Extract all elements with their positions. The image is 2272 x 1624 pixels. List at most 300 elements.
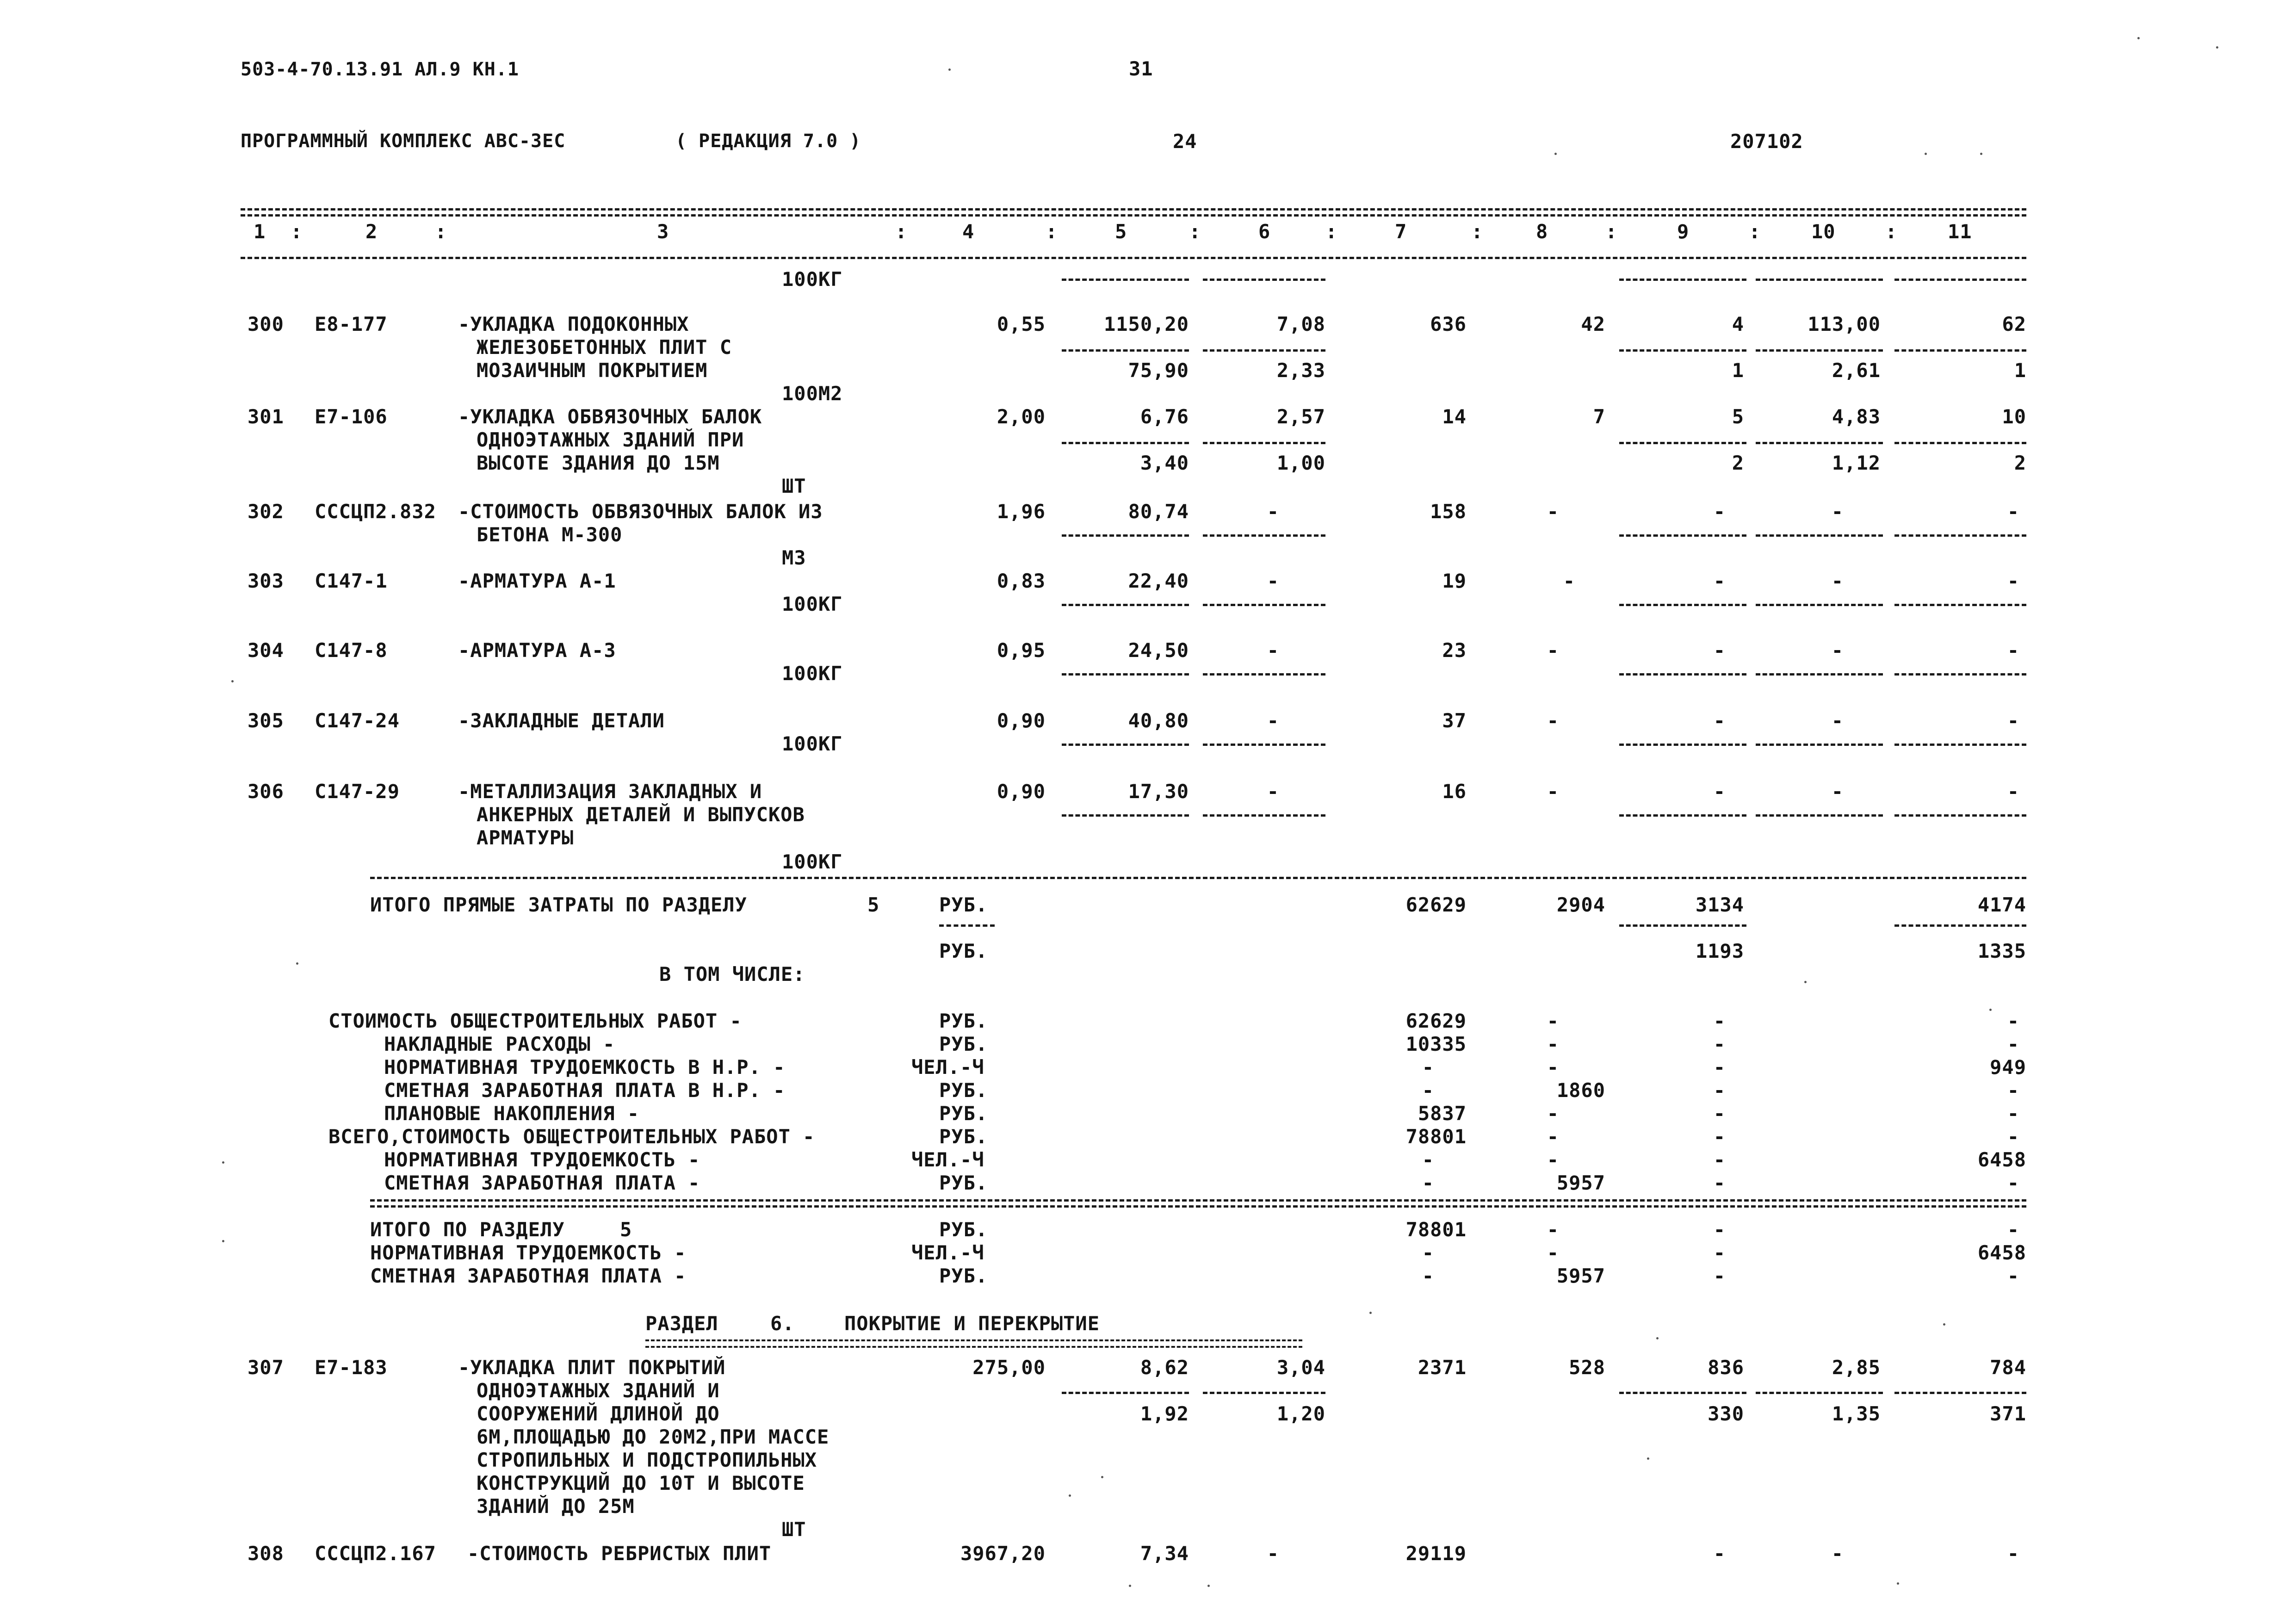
cell-rule — [1894, 1392, 2026, 1394]
row-description: -УКЛАДКА ОБВЯЗОЧНЫХ БАЛОК — [458, 405, 762, 428]
scan-speck — [1129, 1585, 1131, 1587]
cell-col6: - — [1267, 709, 1279, 732]
cell-col9: - — [1713, 709, 1726, 732]
cell-rule — [1203, 349, 1325, 352]
cell-col6-b: 1,20 — [1276, 1402, 1325, 1425]
breakdown-col11: - — [2007, 1033, 2019, 1055]
cell-col6: - — [1267, 780, 1279, 803]
total-unit: РУБ. — [939, 893, 988, 916]
cell-col9: - — [1713, 780, 1726, 803]
cell-col10: - — [1831, 709, 1844, 732]
col-header-sep: : — [1471, 220, 1484, 243]
cell-rule — [1062, 442, 1189, 444]
col-header-sep: : — [1189, 220, 1201, 243]
row-number: 306 — [248, 780, 284, 803]
summary-col9: - — [1713, 1218, 1726, 1241]
summary-col9: - — [1713, 1264, 1726, 1287]
total-col8: 2904 — [1556, 893, 1605, 916]
row-number: 304 — [248, 639, 284, 662]
cell-col9: 5 — [1732, 405, 1744, 428]
cell-rule — [1756, 534, 1883, 537]
cell-rule — [1619, 673, 1746, 676]
row-code: С147-1 — [315, 570, 388, 592]
row-description: АРМАТУРЫ — [477, 826, 574, 849]
breakdown-col7: - — [1422, 1079, 1434, 1102]
row-unit: 100КГ — [782, 732, 843, 755]
breakdown-col9: - — [1713, 1079, 1726, 1102]
cell-col11-b: 371 — [1990, 1402, 2026, 1425]
cell-col11-b: 2 — [2014, 452, 2026, 474]
cell-rule — [1894, 673, 2026, 676]
total-col11: 4174 — [1977, 893, 2026, 916]
summary-label: СМЕТНАЯ ЗАРАБОТНАЯ ПЛАТА - — [370, 1264, 687, 1287]
cell-col6: 2,57 — [1276, 405, 1325, 428]
col-header-sep: : — [1749, 220, 1761, 243]
cell-col9: 836 — [1708, 1356, 1744, 1379]
cell-rule — [939, 924, 995, 927]
cell-col7: 37 — [1442, 709, 1467, 732]
row-code: СССЦП2.832 — [315, 500, 436, 523]
table-top-rule-double — [241, 214, 2026, 217]
cell-rule — [1062, 1392, 1189, 1394]
cell-rule — [1619, 349, 1746, 352]
row-unit: 100КГ — [782, 593, 843, 615]
cell-col10-b: 1,35 — [1832, 1402, 1881, 1425]
row-code: Е7-106 — [315, 405, 388, 428]
col-header-sep: : — [1325, 220, 1338, 243]
col-header-1: 1 — [254, 220, 266, 243]
row-description: СООРУЖЕНИЙ ДЛИНОЙ ДО — [477, 1402, 720, 1425]
cell-rule — [1062, 673, 1189, 676]
total-rule — [370, 877, 2026, 879]
cell-rule — [1894, 924, 2026, 927]
cell-col11: 62 — [2002, 313, 2026, 335]
scan-speck — [1989, 1009, 1992, 1011]
cell-col5-b: 1,92 — [1140, 1402, 1189, 1425]
breakdown-label: НОРМАТИВНАЯ ТРУДОЕМКОСТЬ - — [384, 1148, 700, 1171]
row-description: ОДНОЭТАЖНЫХ ЗДАНИЙ И — [477, 1379, 720, 1402]
cell-col7: 23 — [1442, 639, 1467, 662]
scan-speck — [1369, 1312, 1372, 1314]
program-name: ПРОГРАММНЫЙ КОМПЛЕКС АВС-3ЕС — [241, 130, 566, 152]
cell-col8: 528 — [1569, 1356, 1605, 1379]
cell-col5: 40,80 — [1128, 709, 1189, 732]
scan-speck — [1647, 1457, 1649, 1460]
cell-rule — [1756, 1392, 1883, 1394]
breakdown-col8: - — [1547, 1125, 1559, 1148]
row-number: 305 — [248, 709, 284, 732]
cell-col10: 113,00 — [1808, 313, 1881, 335]
cell-col4: 1,96 — [997, 500, 1046, 523]
cell-rule — [1894, 814, 2026, 817]
cell-col5: 24,50 — [1128, 639, 1189, 662]
cell-col11: - — [2007, 780, 2019, 803]
breakdown-col11: 949 — [1990, 1056, 2026, 1079]
cell-col4: 0,90 — [997, 780, 1046, 803]
row-description: БЕТОНА М-300 — [477, 523, 623, 546]
cell-rule — [1756, 604, 1883, 606]
row-unit: М3 — [782, 546, 806, 569]
row-number: 301 — [248, 405, 284, 428]
cell-col6: - — [1267, 500, 1279, 523]
breakdown-col8: - — [1547, 1033, 1559, 1055]
breakdown-col11: - — [2007, 1102, 2019, 1125]
cell-rule — [1619, 924, 1746, 927]
breakdown-label: СТОИМОСТЬ ОБЩЕСТРОИТЕЛЬНЫХ РАБОТ - — [328, 1010, 742, 1032]
date-code: 207102 — [1730, 130, 1803, 153]
cell-col4: 2,00 — [997, 405, 1046, 428]
row-description: АНКЕРНЫХ ДЕТАЛЕЙ И ВЫПУСКОВ — [477, 803, 805, 826]
breakdown-col8: - — [1547, 1010, 1559, 1032]
col-header-5: 5 — [1115, 220, 1127, 243]
summary-col11: - — [2007, 1264, 2019, 1287]
total-section-number: 5 — [867, 893, 880, 916]
cell-col9-b: 1 — [1732, 359, 1744, 382]
cell-col10: 4,83 — [1832, 405, 1881, 428]
breakdown-unit: РУБ. — [939, 1010, 988, 1032]
row-description: СТРОПИЛЬНЫХ И ПОДСТРОПИЛЬНЫХ — [477, 1449, 817, 1471]
row-number: 308 — [248, 1542, 284, 1565]
cell-col5: 22,40 — [1128, 570, 1189, 592]
cell-col7: 19 — [1442, 570, 1467, 592]
row-description: -СТОИМОСТЬ РЕБРИСТЫХ ПЛИТ — [467, 1542, 772, 1565]
row-number: 302 — [248, 500, 284, 523]
breakdown-unit: ЧЕЛ.-Ч — [911, 1148, 984, 1171]
breakdown-col7: 5837 — [1418, 1102, 1467, 1125]
row-number: 300 — [248, 313, 284, 335]
col-header-3: 3 — [657, 220, 669, 243]
document-code: 503-4-70.13.91 АЛ.9 КН.1 — [241, 59, 519, 80]
breakdown-unit: ЧЕЛ.-Ч — [911, 1056, 984, 1079]
scan-speck — [2137, 37, 2140, 39]
cell-col10: 2,85 — [1832, 1356, 1881, 1379]
breakdown-unit: РУБ. — [939, 1172, 988, 1194]
breakdown-unit: РУБ. — [939, 1033, 988, 1055]
col-header-4: 4 — [962, 220, 975, 243]
cell-col8: - — [1547, 780, 1559, 803]
total-col11-b: 1335 — [1977, 940, 2026, 962]
cell-col6: 7,08 — [1276, 313, 1325, 335]
cell-col9-b: 2 — [1732, 452, 1744, 474]
row-code: С147-8 — [315, 639, 388, 662]
row-description: МОЗАИЧНЫМ ПОКРЫТИЕМ — [477, 359, 708, 382]
section-title-underline — [645, 1339, 1302, 1348]
breakdown-col11: - — [2007, 1125, 2019, 1148]
cell-col7: 636 — [1430, 313, 1467, 335]
breakdown-label: СМЕТНАЯ ЗАРАБОТНАЯ ПЛАТА В Н.Р. - — [384, 1079, 786, 1102]
breakdown-col8: - — [1547, 1056, 1559, 1079]
breakdown-col11: - — [2007, 1010, 2019, 1032]
cell-rule — [1203, 279, 1325, 281]
cell-col10: - — [1831, 639, 1844, 662]
program-edition: ( РЕДАКЦИЯ 7.0 ) — [675, 130, 861, 152]
cell-col9: - — [1713, 500, 1726, 523]
row-unit: ШТ — [782, 475, 806, 497]
breakdown-label: ВСЕГО,СТОИМОСТЬ ОБЩЕСТРОИТЕЛЬНЫХ РАБОТ - — [328, 1125, 815, 1148]
cell-rule — [1203, 673, 1325, 676]
cell-col10: - — [1831, 570, 1844, 592]
row-description: ЗДАНИЙ ДО 25М — [477, 1495, 635, 1518]
cell-col4: 0,83 — [997, 570, 1046, 592]
cell-col6: - — [1267, 570, 1279, 592]
row-code: СССЦП2.167 — [315, 1542, 436, 1565]
cell-rule — [1619, 604, 1746, 606]
cell-rule — [1203, 604, 1325, 606]
cell-rule — [1062, 814, 1189, 817]
cell-col10: - — [1831, 1542, 1844, 1565]
cell-rule — [1203, 442, 1325, 444]
cell-rule — [1203, 1392, 1325, 1394]
table-top-rule — [241, 208, 2026, 211]
scan-speck — [222, 1240, 224, 1242]
cell-col4: 275,00 — [972, 1356, 1046, 1379]
breakdown-label: НОРМАТИВНАЯ ТРУДОЕМКОСТЬ В Н.Р. - — [384, 1056, 786, 1079]
row-description: ВЫСОТЕ ЗДАНИЯ ДО 15М — [477, 452, 720, 474]
cell-col10: - — [1831, 780, 1844, 803]
breakdown-col11: - — [2007, 1172, 2019, 1194]
breakdown-col8: - — [1547, 1102, 1559, 1125]
cell-rule — [1619, 814, 1746, 817]
summary-unit: РУБ. — [939, 1218, 988, 1241]
cell-rule — [1203, 534, 1325, 537]
cell-col10: - — [1831, 500, 1844, 523]
scan-speck — [1069, 1494, 1071, 1497]
row-description: ЖЕЛЕЗОБЕТОННЫХ ПЛИТ С — [477, 336, 732, 359]
cell-col7: 14 — [1442, 405, 1467, 428]
breakdown-col8: - — [1547, 1148, 1559, 1171]
cell-col6: - — [1267, 1542, 1279, 1565]
summary-unit: РУБ. — [939, 1264, 988, 1287]
cell-col9-b: 330 — [1708, 1402, 1744, 1425]
scan-speck — [2216, 46, 2218, 49]
breakdown-col7: - — [1422, 1056, 1434, 1079]
breakdown-label: НАКЛАДНЫЕ РАСХОДЫ - — [384, 1033, 615, 1055]
summary-section-number: 5 — [620, 1218, 632, 1241]
cell-col11: 784 — [1990, 1356, 2026, 1379]
cell-rule — [1203, 814, 1325, 817]
section-number: 6. — [770, 1312, 795, 1335]
cell-col7: 158 — [1430, 500, 1467, 523]
col-header-9: 9 — [1677, 220, 1690, 243]
cell-col8: - — [1563, 570, 1575, 592]
row-description: КОНСТРУКЦИЙ ДО 10Т И ВЫСОТЕ — [477, 1472, 805, 1494]
col-header-sep: : — [1046, 220, 1058, 243]
cell-rule — [1619, 1392, 1746, 1394]
unit-label: 100КГ — [782, 268, 843, 291]
cell-col7: 16 — [1442, 780, 1467, 803]
cell-col5: 17,30 — [1128, 780, 1189, 803]
summary-col7: - — [1422, 1264, 1434, 1287]
cell-col11: - — [2007, 1542, 2019, 1565]
cell-col5: 80,74 — [1128, 500, 1189, 523]
cell-col7: 2371 — [1418, 1356, 1467, 1379]
cell-col10-b: 2,61 — [1832, 359, 1881, 382]
cell-rule — [1756, 673, 1883, 676]
cell-col7: 29119 — [1405, 1542, 1467, 1565]
summary-col9: - — [1713, 1241, 1726, 1264]
cell-col9: - — [1713, 1542, 1726, 1565]
col-header-sep: : — [1885, 220, 1898, 243]
row-code: Е8-177 — [315, 313, 388, 335]
summary-col7: - — [1422, 1241, 1434, 1264]
breakdown-col9: - — [1713, 1125, 1726, 1148]
summary-col7: 78801 — [1405, 1218, 1467, 1241]
cell-col4: 0,55 — [997, 313, 1046, 335]
summary-col11: - — [2007, 1218, 2019, 1241]
scan-speck — [1897, 1582, 1899, 1585]
including-label: В ТОМ ЧИСЛЕ: — [659, 963, 805, 986]
cell-rule — [1756, 442, 1883, 444]
cell-rule — [1756, 814, 1883, 817]
breakdown-col7: 78801 — [1405, 1125, 1467, 1148]
breakdown-label: ПЛАНОВЫЕ НАКОПЛЕНИЯ - — [384, 1102, 640, 1125]
breakdown-col7: - — [1422, 1172, 1434, 1194]
breakdown-unit: РУБ. — [939, 1125, 988, 1148]
breakdown-col9: - — [1713, 1102, 1726, 1125]
summary-label: НОРМАТИВНАЯ ТРУДОЕМКОСТЬ - — [370, 1241, 687, 1264]
breakdown-col11: - — [2007, 1079, 2019, 1102]
cell-rule — [1062, 534, 1189, 537]
cell-col8: 7 — [1593, 405, 1605, 428]
cell-rule — [1619, 534, 1746, 537]
row-unit: 100КГ — [782, 850, 843, 873]
row-description: 6М,ПЛОЩАДЬЮ ДО 20М2,ПРИ МАССЕ — [477, 1426, 830, 1448]
cell-col11: - — [2007, 500, 2019, 523]
scan-speck — [231, 680, 234, 682]
sheet-number: 24 — [1173, 130, 1197, 153]
col-header-sep: : — [1605, 220, 1618, 243]
cell-col5-b: 75,90 — [1128, 359, 1189, 382]
row-code: Е7-183 — [315, 1356, 388, 1379]
breakdown-col9: - — [1713, 1033, 1726, 1055]
scan-speck — [222, 1161, 224, 1164]
summary-col8: - — [1547, 1241, 1559, 1264]
cell-col6-b: 2,33 — [1276, 359, 1325, 382]
row-code: С147-24 — [315, 709, 400, 732]
col-header-10: 10 — [1811, 220, 1836, 243]
cell-rule — [1062, 349, 1189, 352]
scan-speck — [296, 962, 298, 965]
cell-col10-b: 1,12 — [1832, 452, 1881, 474]
total-col9: 3134 — [1695, 893, 1744, 916]
row-unit: 100М2 — [782, 382, 843, 405]
table-header-rule — [241, 257, 2026, 259]
page-number: 31 — [1129, 57, 1153, 80]
cell-col4: 3967,20 — [960, 1542, 1046, 1565]
breakdown-col8: 1860 — [1556, 1079, 1605, 1102]
cell-col5: 1150,20 — [1103, 313, 1189, 335]
scan-speck — [948, 68, 951, 71]
row-description: -АРМАТУРА А-1 — [458, 570, 616, 592]
row-unit: 100КГ — [782, 662, 843, 685]
row-description: ОДНОЭТАЖНЫХ ЗДАНИЙ ПРИ — [477, 428, 744, 451]
summary-unit: ЧЕЛ.-Ч — [911, 1241, 984, 1264]
row-description: -УКЛАДКА ПОДОКОННЫХ — [458, 313, 689, 335]
summary-label: ИТОГО ПО РАЗДЕЛУ — [370, 1218, 565, 1241]
total-unit-2: РУБ. — [939, 940, 988, 962]
cell-rule — [1894, 744, 2026, 746]
cell-rule — [1203, 744, 1325, 746]
cell-rule — [1894, 534, 2026, 537]
breakdown-col9: - — [1713, 1056, 1726, 1079]
scan-speck — [1656, 1337, 1659, 1339]
cell-rule — [1894, 442, 2026, 444]
cell-col4: 0,95 — [997, 639, 1046, 662]
breakdown-col9: - — [1713, 1172, 1726, 1194]
cell-col6: 3,04 — [1276, 1356, 1325, 1379]
cell-col11: - — [2007, 709, 2019, 732]
scan-speck — [1804, 981, 1807, 983]
total-col7: 62629 — [1405, 893, 1467, 916]
summary-rule-double — [370, 1205, 2026, 1208]
cell-rule — [1062, 744, 1189, 746]
row-description: -АРМАТУРА А-3 — [458, 639, 616, 662]
cell-col11-b: 1 — [2014, 359, 2026, 382]
scan-speck — [1554, 153, 1557, 155]
section-title: ПОКРЫТИЕ И ПЕРЕКРЫТИЕ — [844, 1312, 1100, 1335]
cell-col8: - — [1547, 500, 1559, 523]
cell-rule — [1619, 744, 1746, 746]
cell-col8: 42 — [1581, 313, 1605, 335]
scan-speck — [1943, 1323, 1945, 1326]
scan-speck — [1207, 1585, 1210, 1587]
row-description: -УКЛАДКА ПЛИТ ПОКРЫТИЙ — [458, 1356, 726, 1379]
section-word: РАЗДЕЛ — [645, 1312, 718, 1335]
breakdown-col7: - — [1422, 1148, 1434, 1171]
breakdown-col7: 10335 — [1405, 1033, 1467, 1055]
col-header-11: 11 — [1948, 220, 1972, 243]
scan-speck — [1925, 153, 1927, 155]
row-number: 307 — [248, 1356, 284, 1379]
cell-col9: - — [1713, 570, 1726, 592]
cell-rule — [1894, 604, 2026, 606]
cell-col11: - — [2007, 570, 2019, 592]
summary-col11: 6458 — [1977, 1241, 2026, 1264]
summary-rule — [370, 1199, 2026, 1202]
cell-rule — [1756, 279, 1883, 281]
cell-col5: 7,34 — [1140, 1542, 1189, 1565]
scan-speck — [1101, 1476, 1103, 1478]
col-header-8: 8 — [1536, 220, 1548, 243]
cell-rule — [1619, 442, 1746, 444]
total-label: ИТОГО ПРЯМЫЕ ЗАТРАТЫ ПО РАЗДЕЛУ — [370, 893, 747, 916]
cell-rule — [1756, 744, 1883, 746]
row-description: -СТОИМОСТЬ ОБВЯЗОЧНЫХ БАЛОК ИЗ — [458, 500, 823, 523]
cell-rule — [1062, 279, 1189, 281]
breakdown-col9: - — [1713, 1148, 1726, 1171]
scan-speck — [1980, 153, 1982, 155]
breakdown-col7: 62629 — [1405, 1010, 1467, 1032]
cell-col5-b: 3,40 — [1140, 452, 1189, 474]
cell-rule — [1619, 279, 1746, 281]
summary-col8: 5957 — [1556, 1264, 1605, 1287]
col-header-7: 7 — [1395, 220, 1407, 243]
cell-rule — [1062, 604, 1189, 606]
col-header-2: 2 — [365, 220, 378, 243]
breakdown-col9: - — [1713, 1010, 1726, 1032]
cell-col6-b: 1,00 — [1276, 452, 1325, 474]
breakdown-unit: РУБ. — [939, 1102, 988, 1125]
cell-col5: 8,62 — [1140, 1356, 1189, 1379]
col-header-sep: : — [291, 220, 303, 243]
row-description: -МЕТАЛЛИЗАЦИЯ ЗАКЛАДНЫХ И — [458, 780, 762, 803]
cell-col11: 10 — [2002, 405, 2026, 428]
cell-rule — [1894, 279, 2026, 281]
cell-col8: - — [1547, 709, 1559, 732]
row-unit: ШТ — [782, 1518, 806, 1541]
cell-col9: 4 — [1732, 313, 1744, 335]
breakdown-col8: 5957 — [1556, 1172, 1605, 1194]
